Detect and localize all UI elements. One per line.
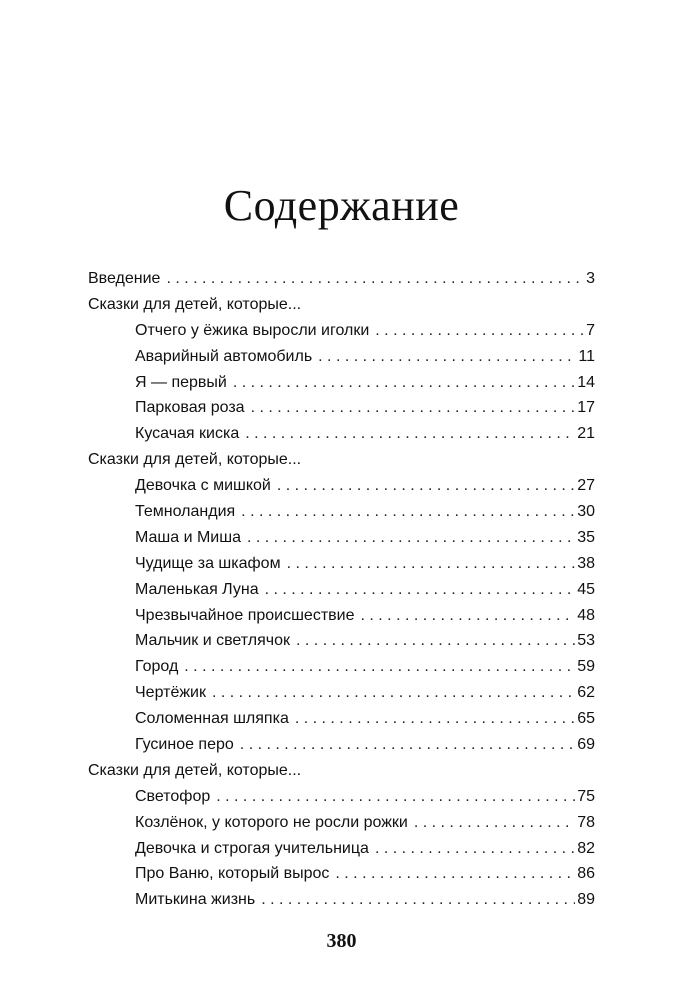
toc-entry-page: 35 — [577, 528, 595, 546]
toc-entry-page: 21 — [577, 425, 595, 443]
toc-entry — [88, 706, 595, 732]
toc-entry-title: Темноландия — [135, 503, 236, 521]
page-number: 380 — [326, 930, 357, 952]
toc-entry-title: Сказки для детей, которые... — [88, 451, 302, 469]
toc-dot-leader — [241, 499, 575, 525]
toc-entry-title: Сказки для детей, которые... — [88, 295, 302, 313]
toc-entry-page: 69 — [577, 736, 595, 754]
toc-entry-page: 14 — [577, 373, 595, 391]
toc-entry-page: 65 — [577, 710, 595, 728]
toc-entry-title: Чрезвычайное происшествие — [135, 606, 355, 624]
toc-dot-leader — [295, 706, 575, 732]
toc-entry-page: 7 — [586, 321, 595, 339]
toc-entry — [88, 370, 595, 396]
toc-entry-title: Парковая роза — [135, 399, 245, 417]
toc-entry-title: Девочка и строгая учительница — [135, 839, 369, 857]
toc-entry-page: 82 — [577, 839, 595, 857]
toc-entry — [88, 499, 595, 525]
toc-entry-page: 11 — [578, 347, 595, 365]
toc-entry-page: 53 — [577, 632, 595, 650]
toc-entry — [88, 318, 595, 344]
toc-section — [88, 447, 595, 473]
toc-section — [88, 266, 595, 292]
toc-entry-page: 27 — [577, 477, 595, 495]
toc-entry-title: Город — [135, 658, 179, 676]
toc-entry-page: 75 — [577, 787, 595, 805]
toc-entry-page: 78 — [577, 813, 595, 831]
toc-dot-leader — [318, 344, 576, 370]
toc-section — [88, 292, 595, 318]
toc-dot-leader — [375, 318, 584, 344]
toc-entry — [88, 836, 595, 862]
toc-dot-leader — [245, 421, 575, 447]
toc-entry-title: Кусачая киска — [135, 425, 240, 443]
toc-entry — [88, 421, 595, 447]
toc-entry-title: Соломенная шляпка — [135, 710, 289, 728]
toc-entry — [88, 577, 595, 603]
toc-entry-page: 86 — [577, 865, 595, 883]
toc-entry-title: Гусиное перо — [135, 736, 234, 754]
toc-dot-leader — [166, 266, 584, 292]
toc-section — [88, 758, 595, 784]
toc-entry — [88, 784, 595, 810]
toc-entry — [88, 680, 595, 706]
toc-entry-title: Введение — [88, 270, 161, 287]
toc-entry-title: Митькина жизнь — [135, 891, 256, 909]
toc-dot-leader — [265, 577, 576, 603]
toc-entry — [88, 473, 595, 499]
toc-dot-leader — [216, 784, 575, 810]
toc-dot-leader — [335, 861, 575, 887]
toc-dot-leader — [212, 680, 575, 706]
toc-entry-page: 45 — [577, 580, 595, 598]
toc-entry-page: 89 — [577, 891, 595, 909]
toc-entry-page: 3 — [586, 270, 595, 287]
toc-dot-leader — [261, 887, 575, 913]
toc-entry-title: Я — первый — [135, 373, 227, 391]
toc-entry — [88, 551, 595, 577]
toc-dot-leader — [414, 810, 575, 836]
toc-dot-leader — [361, 603, 576, 629]
toc-entry-page: 38 — [577, 554, 595, 572]
toc-dot-leader — [184, 654, 575, 680]
toc-entry-page: 30 — [577, 503, 595, 521]
toc-entry-title: Мальчик и светлячок — [135, 632, 291, 650]
toc-entry-page: 17 — [577, 399, 595, 417]
toc-dot-leader — [247, 525, 575, 551]
toc-entry-title: Аварийный автомобиль — [135, 347, 313, 365]
toc-entry-title: Чудище за шкафом — [135, 554, 281, 572]
toc-dot-leader — [277, 473, 575, 499]
toc-dot-leader — [240, 732, 575, 758]
toc-entry-title: Маша и Миша — [135, 528, 241, 546]
table-of-contents — [88, 266, 595, 913]
toc-entry — [88, 603, 595, 629]
toc-entry — [88, 887, 595, 913]
toc-entry — [88, 525, 595, 551]
toc-dot-leader — [287, 551, 576, 577]
toc-dot-leader — [251, 395, 576, 421]
toc-entry-title: Маленькая Луна — [135, 580, 259, 598]
toc-entry — [88, 344, 595, 370]
toc-dot-leader — [233, 370, 575, 396]
toc-entry — [88, 628, 595, 654]
toc-entry — [88, 861, 595, 887]
toc-entry-title: Сказки для детей, которые... — [88, 761, 302, 779]
toc-entry-title: Про Ваню, который вырос — [135, 865, 330, 883]
toc-entry-page: 48 — [577, 606, 595, 624]
toc-entry-page: 62 — [577, 684, 595, 702]
toc-entry-page: 59 — [577, 658, 595, 676]
toc-entry — [88, 395, 595, 421]
toc-entry-title: Светофор — [135, 787, 211, 805]
toc-entry — [88, 654, 595, 680]
toc-dot-leader — [296, 628, 575, 654]
toc-entry-title: Девочка с мишкой — [135, 477, 271, 495]
toc-entry-title: Отчего у ёжика выросли иголки — [135, 321, 370, 339]
toc-entry — [88, 810, 595, 836]
toc-dot-leader — [375, 836, 575, 862]
toc-entry — [88, 732, 595, 758]
toc-entry-title: Чертёжик — [135, 684, 206, 702]
toc-entry-title: Козлёнок, у которого не росли рожки — [135, 813, 408, 831]
page-title: Содержание — [223, 181, 460, 230]
